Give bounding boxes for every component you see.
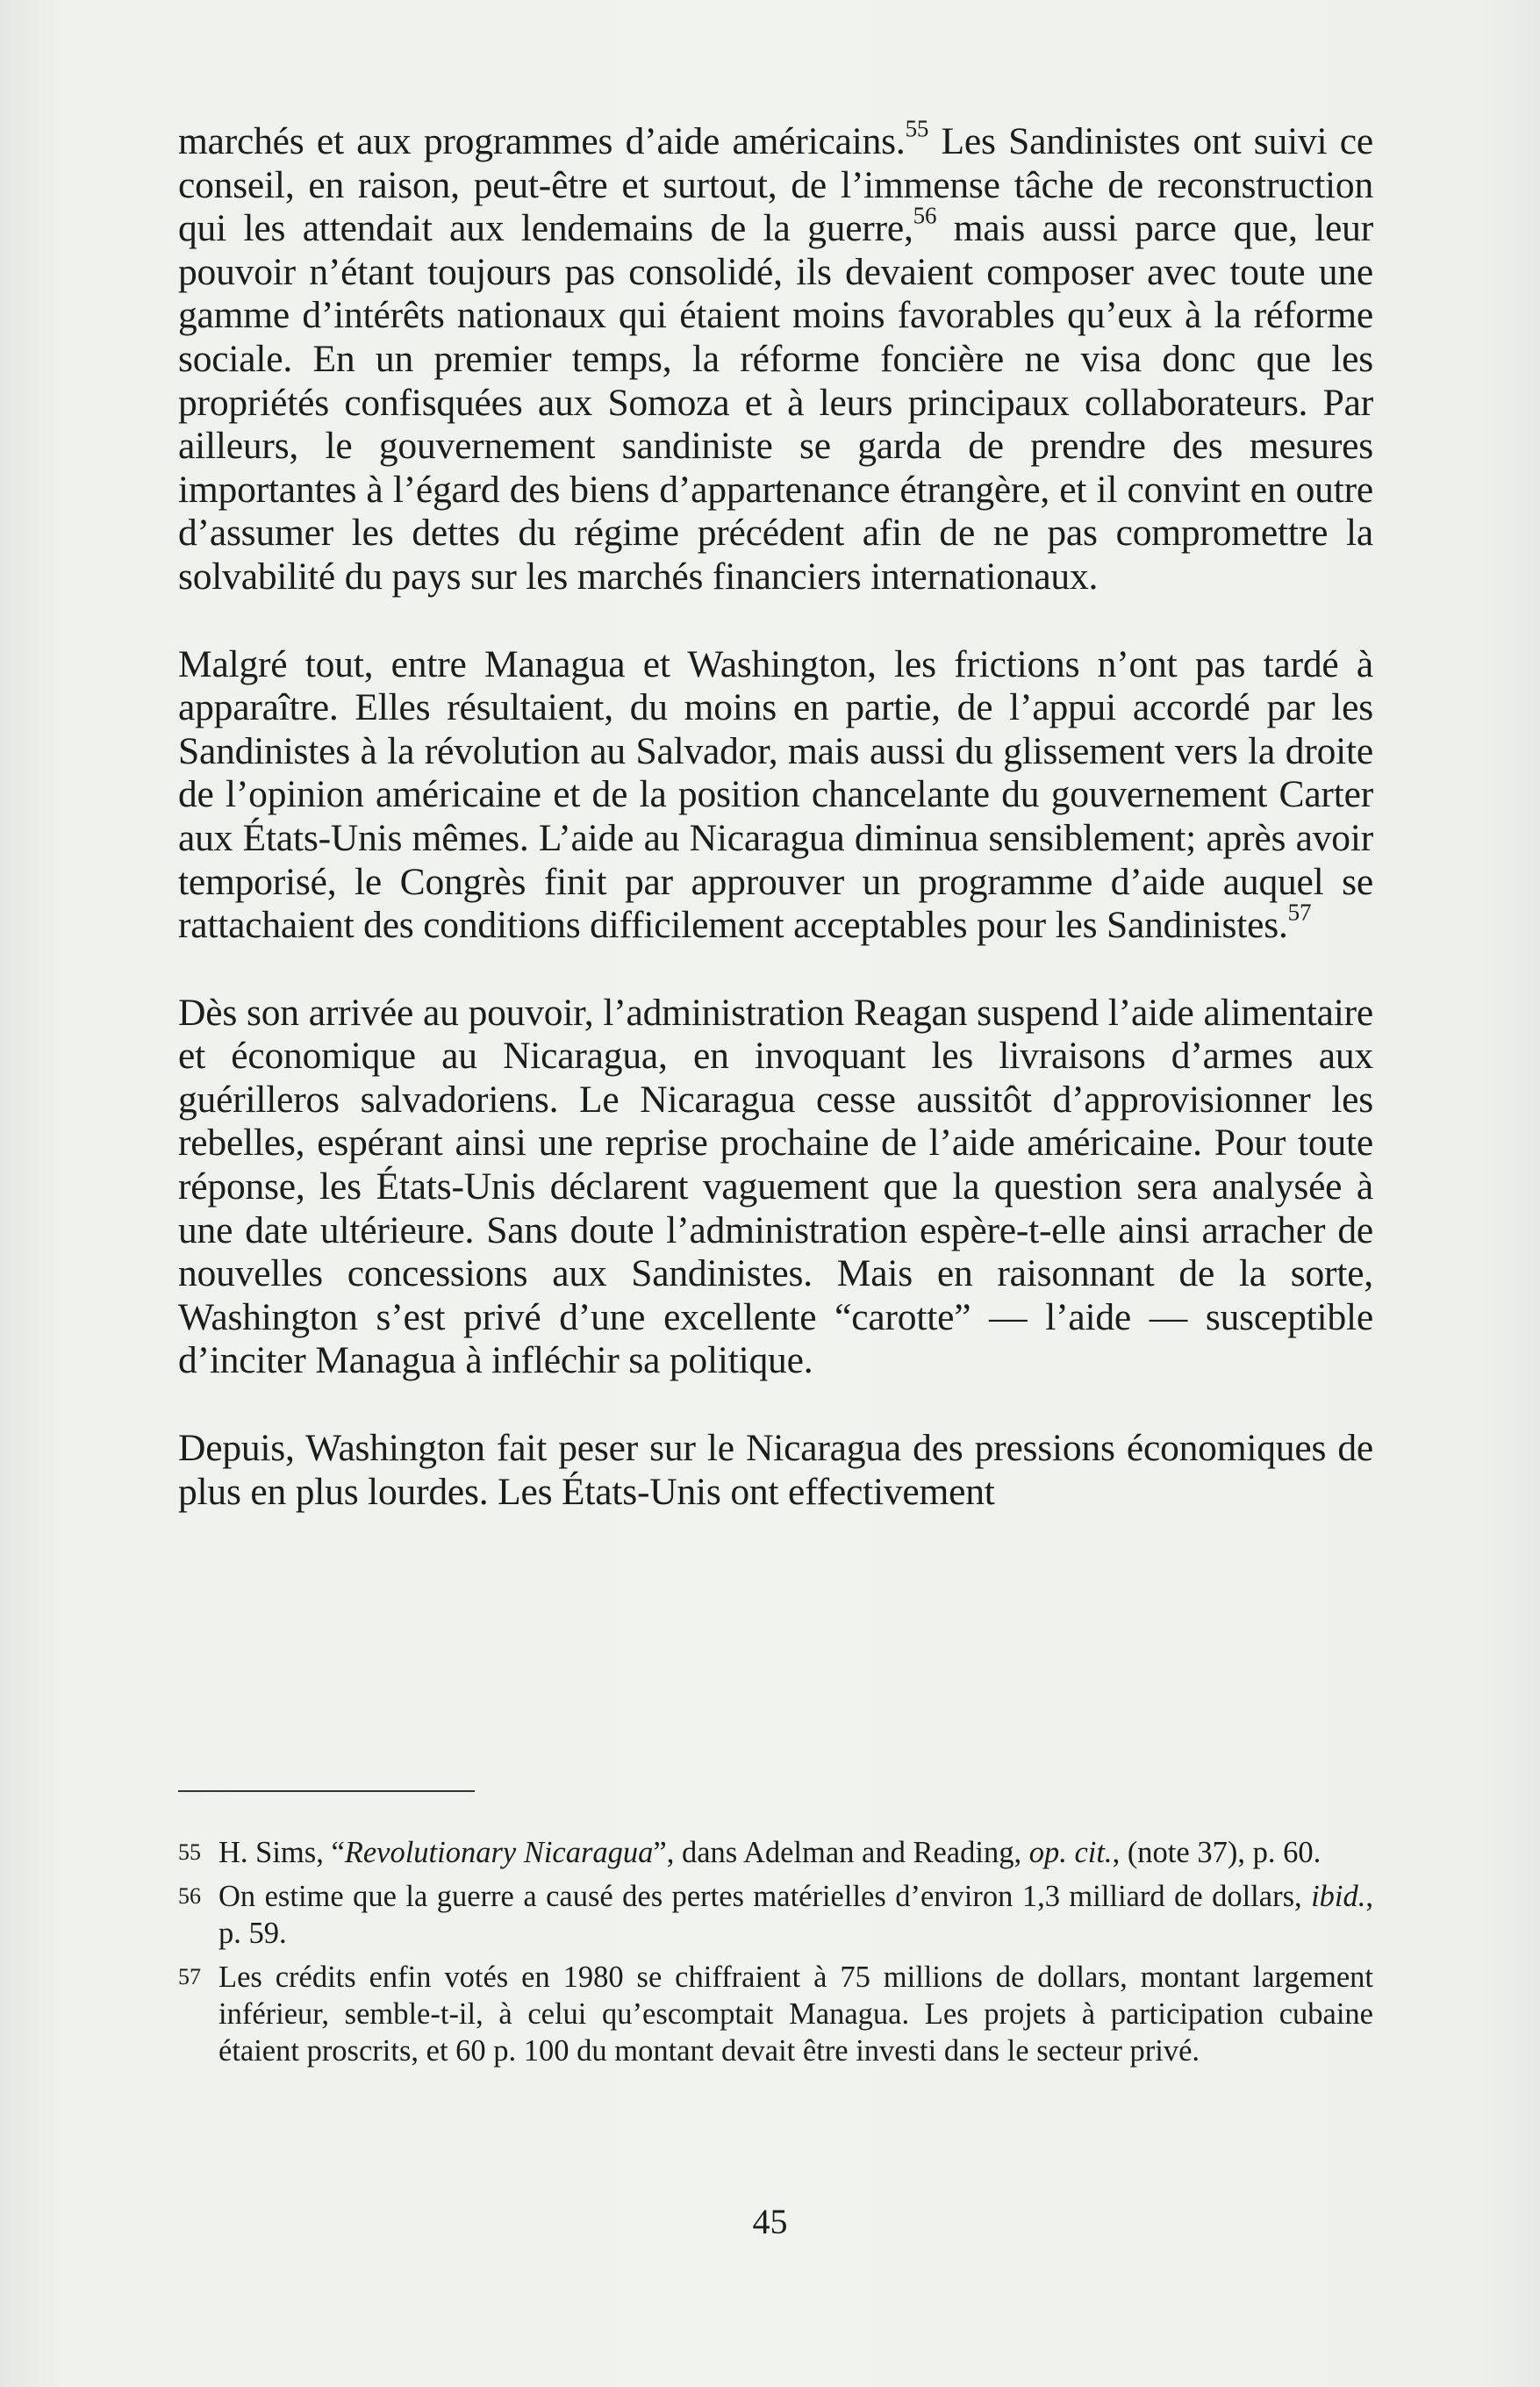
text-run: Dès son arrivée au pouvoir, l’administration Reagan suspend l’aide alimentaire et économique au Nicaragua, en invoquant les livraisons d’armes aux guérilleros salvadoriens. Le Nicaragua cesse aussitôt d’approvisionner les rebelles, espérant ainsi une reprise prochaine de l’aide américaine. Pour toute réponse, les États-Unis déclarent vaguement que la question sera analysée à une date ultérieure. Sans doute l’administration espère-t-elle ainsi arracher de nouvelles concessions aux Sandinistes. Mais en raisonnant de la sorte, Washington s’est privé d’une excellente “carotte” — l’aide — susceptible d’inciter Managua à infléchir sa politique.	[178, 991, 1373, 1382]
footnote-text	[218, 1878, 1373, 1952]
text-run: On estime que la guerre a causé des pertes matérielles d’environ 1,3 milliard de dollars,	[218, 1880, 1312, 1913]
page-number: 45	[752, 2202, 788, 2241]
text-run: H. Sims, “	[218, 1836, 345, 1869]
text-run: mais aussi parce que, leur pouvoir n’étant toujours pas consolidé, ils devaient composer avec toute une gamme d’intérêts nationaux qui étaient moins favorables qu’eux à la réforme sociale. En un premier temps, la réforme foncière ne visa donc que les propriétés confisquées aux Somoza et à leurs principaux collaborateurs. Par ailleurs, le gouvernement sandiniste se garda de prendre des mesures importantes à l’égard des biens d’appartenance étrangère, et il convint en outre d’assumer les dettes du régime précédent afin de ne pas compromettre la solvabilité du pays sur les marchés financiers internationaux.	[178, 207, 1373, 598]
italic-text: op. cit.	[1028, 1836, 1113, 1869]
paragraph	[178, 115, 1373, 599]
footnote-reference: 55	[905, 115, 929, 142]
footnote-number: 56	[178, 1883, 201, 1909]
footnote-reference: 57	[1287, 899, 1312, 926]
footnote-text	[218, 1834, 1373, 1871]
italic-text: Revolutionary Nicaragua	[344, 1836, 654, 1869]
text-run: Malgré tout, entre Managua et Washington, les frictions n’ont pas tardé à apparaître. Elles résultaient, du moins en partie, de l’appui accordé par les Sandinistes à la révolution au Salvador, mais aussi du glissement vers la droite de l’opinion américaine et de la position chancelante du gouvernement Carter aux États-Unis mêmes. L’aide au Nicaragua diminua sensiblement; après avoir temporisé, le Congrès finit par approuver un programme d’aide auquel se rattachaient des conditions difficilement acceptables pour les Sandinistes.	[178, 642, 1373, 947]
paragraph	[178, 643, 1373, 948]
text-run: ”, dans Adelman and Reading,	[653, 1836, 1029, 1869]
footnote-number: 55	[178, 1839, 201, 1865]
footnote-text	[218, 1959, 1373, 2069]
text-run: Les crédits enfin votés en 1980 se chiffraient à 75 millions de dollars, montant largement inférieur, semble-t-il, à celui qu’escomptait Managua. Les projets à participation cubaine étaient proscrits, et 60 p. 100 du montant devait être investi dans le secteur privé.	[218, 1960, 1373, 2068]
paragraph	[178, 1427, 1373, 1514]
footnote	[178, 1834, 1373, 1871]
footnote-reference: 56	[913, 202, 937, 229]
body-text	[178, 115, 1373, 1514]
footnote-divider	[178, 1790, 475, 1792]
footnote	[178, 1878, 1373, 1952]
text-run: marchés et aux programmes d’aide américains.	[178, 120, 906, 162]
footnote-number: 57	[178, 1964, 201, 1989]
paragraph	[178, 992, 1373, 1383]
italic-text: ibid.	[1311, 1880, 1366, 1913]
footnote	[178, 1959, 1373, 2069]
text-run: , (note 37), p. 60.	[1112, 1836, 1322, 1869]
text-run: Les Sandinistes ont suivi ce conseil, en raison, peut-être et surtout, de l’immense tâche de reconstruction qui les attendait aux lendemains de la guerre,	[178, 120, 1373, 250]
text-run: Depuis, Washington fait peser sur le Nicaragua des pressions économiques de plus en plus lourdes. Les États-Unis ont effectivement	[178, 1427, 1373, 1513]
footnotes	[178, 1834, 1373, 2076]
text-run: , p. 59.	[218, 1880, 1373, 1950]
